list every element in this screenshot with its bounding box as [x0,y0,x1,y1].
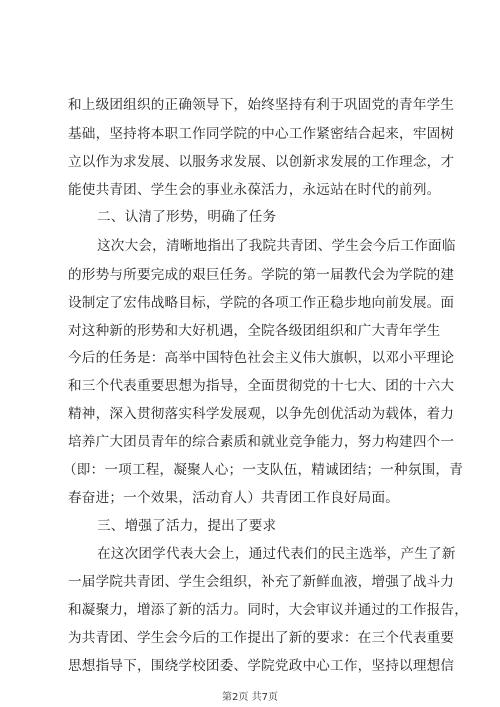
paragraph-line: 春奋进；一个效果，活动育人）共青团工作良好局面。 [68,490,400,506]
paragraph-line: 基础，坚持将本职工作同学院的中心工作紧密结合起来，牢固树 [68,126,455,142]
paragraph-line: 培养广大团员青年的综合素质和就业竞争能力，努力构建四个一 [68,434,455,450]
page-footer: 第2页 共7页 [222,692,278,703]
paragraph-line: 能使共青团、学生会的事业永葆活力，永远站在时代的前列。 [68,182,441,198]
paragraph-line: 今后的任务是：高举中国特色社会主义伟大旗帜，以邓小平理论 [68,350,455,366]
paragraph-line: 的形势与所要完成的艰巨任务。学院的第一届教代会为学院的建 [68,267,455,283]
paragraph-line: 和凝聚力，增添了新的活力。同时，大会审议并通过的工作报告， [68,602,469,618]
paragraph-line: 一届学院共青团、学生会组织，补充了新鲜血液，增强了战斗力 [68,574,455,590]
paragraph-line: 立以作为求发展、以服务求发展、以创新求发展的工作理念，才 [68,154,455,170]
paragraph-line: 设制定了宏伟战略目标，学院的各项工作正稳步地向前发展。面 [68,295,455,311]
paragraph-line: 和上级团组织的正确领导下，始终坚持有利于巩固党的青年学生 [68,97,455,113]
paragraph-line: 这次大会，清晰地指出了我院共青团、学生会今后工作面临 [97,238,456,254]
section-heading: 二、认清了形势，明确了任务 [97,209,277,225]
paragraph-line: 对这种新的形势和大好机遇，全院各级团组织和广大青年学生 [68,323,441,339]
section-heading: 三、增强了活力，提出了要求 [97,518,277,534]
paragraph-line: 思想指导下，围绕学校团委、学院党政中心工作，坚持以理想信 [68,658,455,674]
paragraph-line: 精神，深入贯彻落实科学发展观，以争先创优活动为载体，着力 [68,406,455,422]
paragraph-line: （即：一项工程，凝聚人心；一支队伍，精诚团结；一种氛围，青 [63,462,464,478]
paragraph-line: 在这次团学代表大会上，通过代表们的民主选举，产生了新 [97,546,456,562]
paragraph-line: 和三个代表重要思想为指导，全面贯彻党的十七大、团的十六大 [68,378,455,394]
paragraph-line: 为共青团、学生会今后的工作提出了新的要求：在三个代表重要 [68,630,455,646]
